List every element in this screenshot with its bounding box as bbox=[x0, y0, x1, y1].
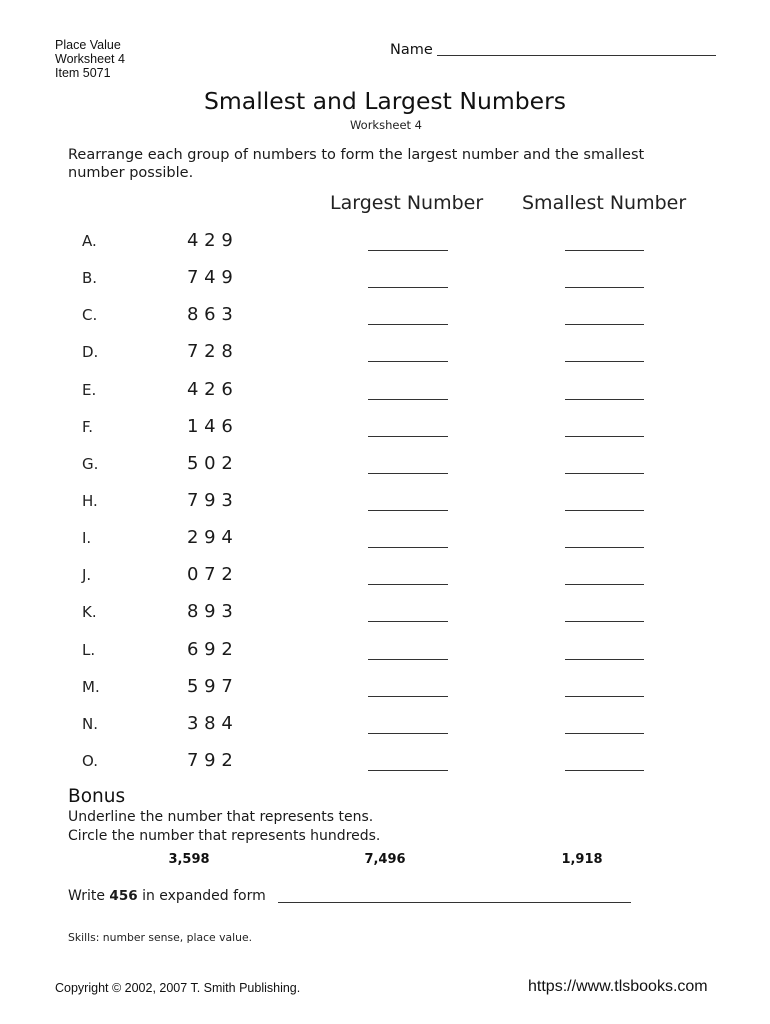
largest-answer-line bbox=[368, 250, 448, 251]
bonus-heading: Bonus bbox=[68, 786, 126, 807]
smallest-answer-line bbox=[565, 547, 644, 548]
smallest-answer-line bbox=[565, 770, 644, 771]
problem-letter: B. bbox=[82, 269, 98, 288]
problem-row bbox=[0, 712, 770, 749]
copyright-notice: Copyright © 2002, 2007 T. Smith Publishing. bbox=[55, 981, 301, 995]
problem-row bbox=[0, 266, 770, 303]
worksheet-title: Smallest and Largest Numbers bbox=[203, 87, 567, 115]
problem-digits: 7 9 2 bbox=[187, 749, 233, 771]
instructions: Rearrange each group of numbers to form the largest number and the smallest number possible. bbox=[68, 147, 645, 181]
problem-row bbox=[0, 600, 770, 637]
problem-row bbox=[0, 415, 770, 452]
expanded-form-prefix: Write bbox=[68, 888, 105, 904]
problem-letter: M. bbox=[82, 677, 100, 696]
problem-letter: E. bbox=[82, 380, 97, 399]
bonus-instruction-hundreds: Circle the number that represents hundreds. bbox=[68, 828, 381, 844]
problem-row bbox=[0, 526, 770, 563]
problem-digits: 5 9 7 bbox=[187, 675, 233, 697]
meta-subject: Place Value bbox=[55, 38, 121, 52]
problem-letter: L. bbox=[82, 640, 96, 659]
problem-letter: N. bbox=[82, 714, 98, 733]
problem-row bbox=[0, 452, 770, 489]
name-line bbox=[437, 54, 716, 56]
problem-row bbox=[0, 675, 770, 712]
problem-row bbox=[0, 340, 770, 377]
smallest-answer-line bbox=[565, 733, 644, 734]
expanded-form-number: 456 bbox=[109, 888, 138, 904]
largest-answer-line bbox=[368, 547, 448, 548]
problem-digits: 6 9 2 bbox=[187, 638, 233, 660]
skills-note: Skills: number sense, place value. bbox=[68, 931, 253, 944]
problem-digits: 1 4 6 bbox=[187, 415, 233, 437]
bonus-instruction-tens: Underline the number that represents tens. bbox=[68, 809, 374, 825]
problem-digits: 7 2 8 bbox=[187, 341, 233, 363]
problem-digits: 2 9 4 bbox=[187, 527, 233, 549]
smallest-answer-line bbox=[565, 659, 644, 660]
problem-letter: G. bbox=[82, 454, 99, 473]
smallest-answer-line bbox=[565, 436, 644, 437]
problem-letter: C. bbox=[82, 306, 98, 325]
largest-answer-line bbox=[368, 584, 448, 585]
smallest-answer-line bbox=[565, 473, 644, 474]
largest-answer-line bbox=[368, 287, 448, 288]
bonus-number: 7,496 bbox=[364, 852, 406, 867]
smallest-answer-line bbox=[565, 510, 644, 511]
problem-digits: 5 0 2 bbox=[187, 452, 233, 474]
bonus-number: 1,918 bbox=[561, 852, 603, 867]
problem-letter: J. bbox=[82, 566, 92, 585]
name-field bbox=[390, 41, 716, 59]
largest-answer-line bbox=[368, 361, 448, 362]
smallest-answer-line bbox=[565, 399, 644, 400]
problem-digits: 0 7 2 bbox=[187, 564, 233, 586]
problem-letter: I. bbox=[82, 529, 92, 548]
problem-digits: 8 6 3 bbox=[187, 304, 233, 326]
problem-row bbox=[0, 638, 770, 675]
largest-answer-line bbox=[368, 436, 448, 437]
bonus-number: 3,598 bbox=[168, 852, 210, 867]
meta-worksheet-number: Worksheet 4 bbox=[55, 52, 125, 66]
problem-list bbox=[0, 229, 770, 786]
largest-answer-line bbox=[368, 733, 448, 734]
name-label: Name bbox=[390, 42, 433, 58]
largest-answer-line bbox=[368, 770, 448, 771]
smallest-answer-line bbox=[565, 621, 644, 622]
problem-digits: 4 2 6 bbox=[187, 378, 233, 400]
problem-digits: 4 2 9 bbox=[187, 230, 233, 251]
worksheet-subtitle: Worksheet 4 bbox=[349, 118, 423, 132]
meta-item-number: Item 5071 bbox=[55, 66, 111, 80]
problem-letter: O. bbox=[82, 751, 98, 770]
problem-row bbox=[0, 229, 770, 266]
problem-letter: K. bbox=[82, 603, 97, 622]
largest-answer-line bbox=[368, 621, 448, 622]
problem-letter: F. bbox=[82, 417, 93, 436]
column-header-largest: Largest Number bbox=[330, 192, 484, 214]
problem-letter: H. bbox=[82, 491, 98, 510]
website-url: https://www.tlsbooks.com bbox=[528, 978, 708, 995]
column-header-smallest: Smallest Number bbox=[522, 192, 687, 214]
problem-digits: 3 8 4 bbox=[187, 712, 233, 734]
bonus-instructions bbox=[68, 808, 380, 846]
largest-answer-line bbox=[368, 473, 448, 474]
problem-letter: D. bbox=[82, 343, 99, 362]
problem-row bbox=[0, 378, 770, 415]
smallest-answer-line bbox=[565, 361, 644, 362]
largest-answer-line bbox=[368, 659, 448, 660]
smallest-answer-line bbox=[565, 584, 644, 585]
smallest-answer-line bbox=[565, 324, 644, 325]
problem-row bbox=[0, 489, 770, 526]
expanded-form-answer-line bbox=[278, 901, 631, 903]
smallest-answer-line bbox=[565, 250, 644, 251]
largest-answer-line bbox=[368, 324, 448, 325]
problem-row bbox=[0, 563, 770, 600]
smallest-answer-line bbox=[565, 696, 644, 697]
problem-row bbox=[0, 749, 770, 786]
smallest-answer-line bbox=[565, 287, 644, 288]
problem-digits: 8 9 3 bbox=[187, 601, 233, 623]
problem-digits: 7 9 3 bbox=[187, 489, 233, 511]
expanded-form-suffix: in expanded form bbox=[142, 888, 266, 904]
expanded-form-prompt bbox=[68, 886, 631, 906]
problem-letter: A. bbox=[82, 232, 97, 250]
problem-row bbox=[0, 303, 770, 340]
worksheet-header-meta bbox=[55, 38, 125, 80]
largest-answer-line bbox=[368, 510, 448, 511]
largest-answer-line bbox=[368, 696, 448, 697]
largest-answer-line bbox=[368, 399, 448, 400]
problem-digits: 7 4 9 bbox=[187, 267, 233, 289]
